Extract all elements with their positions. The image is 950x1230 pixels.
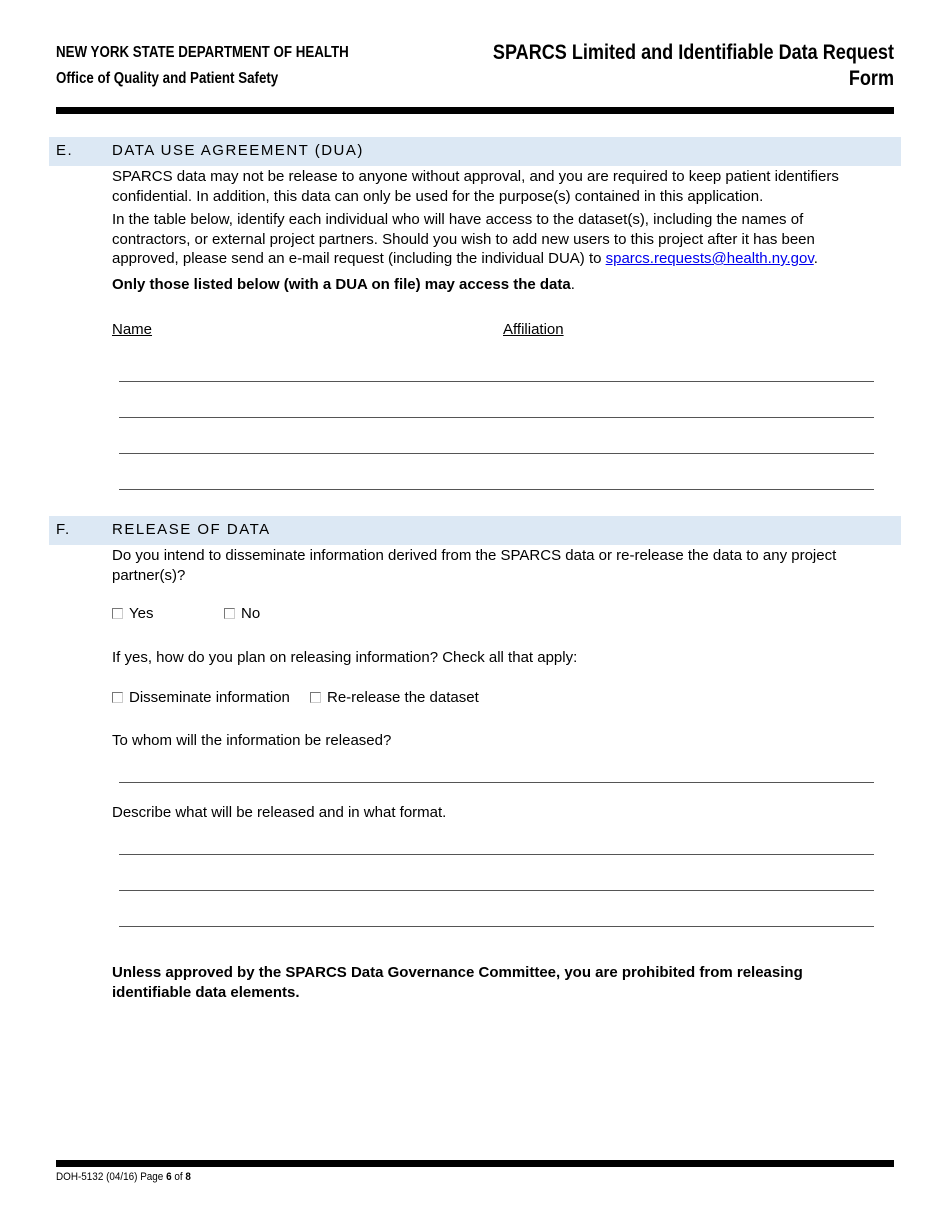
description-entry-line-2[interactable] [119, 890, 874, 891]
rerelease-label: Re-release the dataset [327, 689, 479, 706]
dua-paragraph-2-end: . [813, 250, 818, 267]
release-question-4: Describe what will be released and in what format. [112, 804, 447, 821]
disseminate-label: Disseminate information [129, 689, 290, 706]
no-label: No [241, 605, 261, 622]
release-question-3: To whom will the information be released? [112, 732, 392, 749]
name-entry-line-1[interactable] [119, 381, 874, 382]
page-total: 8 [185, 1171, 191, 1183]
section-e-letter: E. [56, 142, 74, 159]
page-current: 6 [166, 1171, 172, 1183]
yes-option[interactable] [112, 605, 153, 622]
dua-paragraph-2-text: In the table below, identify each individual who will have access to the dataset(s), including the names of contractors, or external project partners. Should you wish to add new users to this project after it has been approved, please send an e-mail request (including the individual DUA) to [112, 211, 815, 267]
name-entry-line-2[interactable] [119, 417, 874, 418]
org-name: NEW YORK STATE DEPARTMENT OF HEALTH [56, 44, 349, 61]
dua-paragraph-1: SPARCS data may not be release to anyone without approval, and you are required to keep patient identifiers confidential. In addition, this data can only be used for the purpose(s) contained in this application. [112, 168, 839, 205]
yes-checkbox[interactable] [112, 608, 123, 619]
description-entry-line-3[interactable] [119, 926, 874, 927]
rerelease-option[interactable] [310, 689, 479, 706]
dua-bold-note [112, 275, 882, 295]
email-link[interactable]: sparcs.requests@health.ny.gov [605, 250, 814, 267]
page-of: of [171, 1171, 186, 1183]
release-warning: Unless approved by the SPARCS Data Governance Committee, you are prohibited from releasing identifiable data elements. [112, 964, 803, 1001]
section-e-header [49, 137, 901, 166]
no-option[interactable] [224, 605, 260, 622]
yes-label: Yes [129, 605, 154, 622]
release-question-1: Do you intend to disseminate information derived from the SPARCS data or re-release the data to any project partner(s)? [112, 547, 837, 584]
header-divider [56, 107, 894, 114]
dua-bold-note-end: . [570, 276, 575, 293]
office-name: Office of Quality and Patient Safety [56, 70, 279, 87]
name-entry-line-4[interactable] [119, 489, 874, 490]
no-checkbox[interactable] [224, 608, 235, 619]
disseminate-checkbox[interactable] [112, 692, 123, 703]
description-entry-line-1[interactable] [119, 854, 874, 855]
dua-paragraph-2 [112, 210, 882, 269]
rerelease-checkbox[interactable] [310, 692, 321, 703]
section-f-header [49, 516, 901, 545]
release-question-2: If yes, how do you plan on releasing information? Check all that apply: [112, 649, 578, 666]
column-header-name: Name [112, 321, 153, 338]
name-entry-line-3[interactable] [119, 453, 874, 454]
footer-divider [56, 1160, 894, 1167]
page-footer [56, 1171, 191, 1183]
form-code: DOH-5132 (04/16) Page [56, 1171, 167, 1183]
dua-bold-note-text: Only those listed below (with a DUA on file) may access the data [112, 276, 571, 293]
section-f-letter: F. [56, 521, 71, 538]
form-title: SPARCS Limited and Identifiable Data Request Form [492, 41, 894, 90]
recipient-entry-line[interactable] [119, 782, 874, 783]
column-header-affiliation: Affiliation [503, 321, 564, 338]
section-e-title: DATA USE AGREEMENT (DUA) [112, 142, 364, 159]
disseminate-option[interactable] [112, 689, 290, 706]
section-f-title: RELEASE OF DATA [112, 521, 271, 538]
